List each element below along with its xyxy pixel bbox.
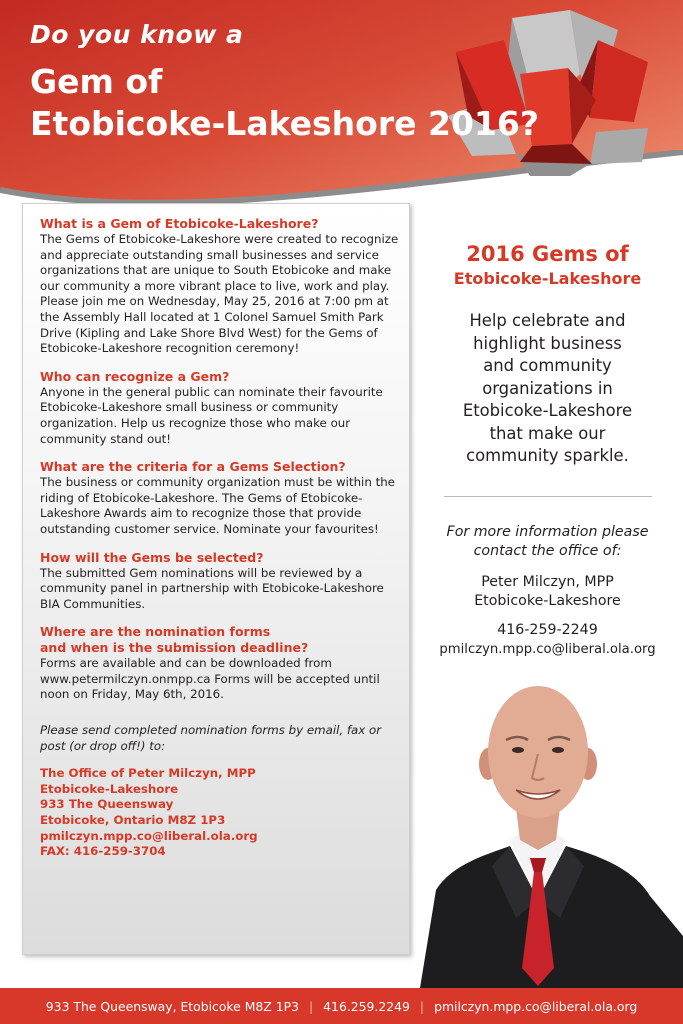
- send-note: Please send completed nomination forms by email, fax or post (or drop off!) to:: [40, 723, 382, 753]
- section-title-selection: How will the Gems be selected?: [40, 549, 264, 565]
- gems-title-line1: 2016 Gems of: [466, 242, 629, 266]
- office-name: The Office of Peter Milczyn, MPP: [40, 766, 256, 781]
- gems-description: [425, 310, 670, 468]
- gems-description-line: organizations in: [482, 378, 613, 398]
- section-title-who-can: Who can recognize a Gem?: [40, 368, 230, 384]
- section-body-what-is: The Gems of Etobicoke-Lakeshore were created to recognize and appreciate outstanding small businesses and service organizations that are unique to South Etobicoke and make our community a more vibrant place to live, work and play. Please join me on Wednesday, May 25, 2016 at 7:00 pm at the Assembly Hall located at 1 Colonel Samuel Smith Park Drive (Kipling and Lake Shore Blvd West) for the Gems of Etobicoke-Lakeshore recognition ceremony!: [40, 232, 399, 356]
- more-info-line2: contact the office of:: [473, 542, 622, 559]
- gems-description-line: and community: [483, 356, 612, 375]
- header-tagline: Do you know a: [30, 20, 244, 49]
- section-title-forms-line1: Where are the nomination forms: [40, 624, 271, 640]
- office-fax: FAX: 416-259-3704: [40, 844, 166, 859]
- gem-logo-icon: [420, 4, 670, 180]
- footer-separator: |: [419, 998, 425, 1014]
- gems-description-line: community sparkle.: [466, 446, 629, 465]
- header-title-line1: Gem of: [30, 62, 163, 101]
- section-title-what-is: What is a Gem of Etobicoke-Lakeshore?: [40, 216, 319, 231]
- contact-name: Peter Milczyn, MPP: [481, 573, 614, 590]
- divider: [444, 496, 652, 497]
- contact-riding: Etobicoke-Lakeshore: [474, 592, 621, 609]
- footer-bar: [0, 988, 683, 1024]
- gems-title-line2: Etobicoke-Lakeshore: [453, 269, 642, 288]
- more-info-note: [425, 523, 670, 561]
- info-panel: [22, 203, 410, 955]
- right-column: [425, 240, 670, 659]
- section-title-forms-line2: and when is the submission deadline?: [40, 640, 309, 656]
- contact-phone[interactable]: 416-259-2249: [497, 621, 598, 638]
- office-riding: Etobicoke-Lakeshore: [40, 781, 179, 796]
- more-info-line1: For more information please: [446, 523, 649, 540]
- contact-email[interactable]: pmilczyn.mpp.co@liberal.ola.org: [439, 641, 656, 657]
- office-street: 933 The Queensway: [40, 797, 174, 812]
- footer-address: 933 The Queensway, Etobicoke M8Z 1P3: [45, 998, 299, 1014]
- section-body-who-can: Anyone in the general public can nominate their favourite Etobicoke-Lakeshore small business or community organization. Help us recognize those who make our community stand out!: [40, 384, 383, 446]
- section-body-criteria: The business or community organization must be within the riding of Etobicoke-Lakeshore. The Gems of Etobicoke-Lakeshore Awards aim to recognize those that provide outstanding customer service. Nominate your favourites!: [40, 475, 395, 536]
- contact-block: [425, 573, 670, 611]
- gems-description-line: Help celebrate and: [469, 311, 626, 330]
- section-body-forms: Forms are available and can be downloaded from www.petermilczyn.onmpp.ca Forms will be accepted until noon on Friday, May 6th, 2016.: [40, 656, 380, 702]
- footer-phone[interactable]: 416.259.2249: [323, 998, 410, 1014]
- footer-email[interactable]: pmilczyn.mpp.co@liberal.ola.org: [434, 998, 638, 1014]
- portrait-photo: [392, 668, 683, 988]
- footer-separator: |: [308, 998, 314, 1014]
- office-email: pmilczyn.mpp.co@liberal.ola.org: [40, 828, 258, 843]
- header-title-line2: Etobicoke-Lakeshore 2016?: [30, 104, 539, 143]
- header-banner: [0, 0, 683, 230]
- section-body-selection: The submitted Gem nominations will be reviewed by a community panel in partnership with Etobicoke-Lakeshore BIA Communities.: [40, 565, 384, 611]
- gems-description-line: highlight business: [473, 333, 622, 353]
- gems-description-line: that make our: [489, 423, 606, 443]
- section-title-criteria: What are the criteria for a Gems Selection?: [40, 459, 346, 475]
- office-city: Etobicoke, Ontario M8Z 1P3: [40, 813, 226, 828]
- gems-description-line: Etobicoke-Lakeshore: [462, 401, 633, 420]
